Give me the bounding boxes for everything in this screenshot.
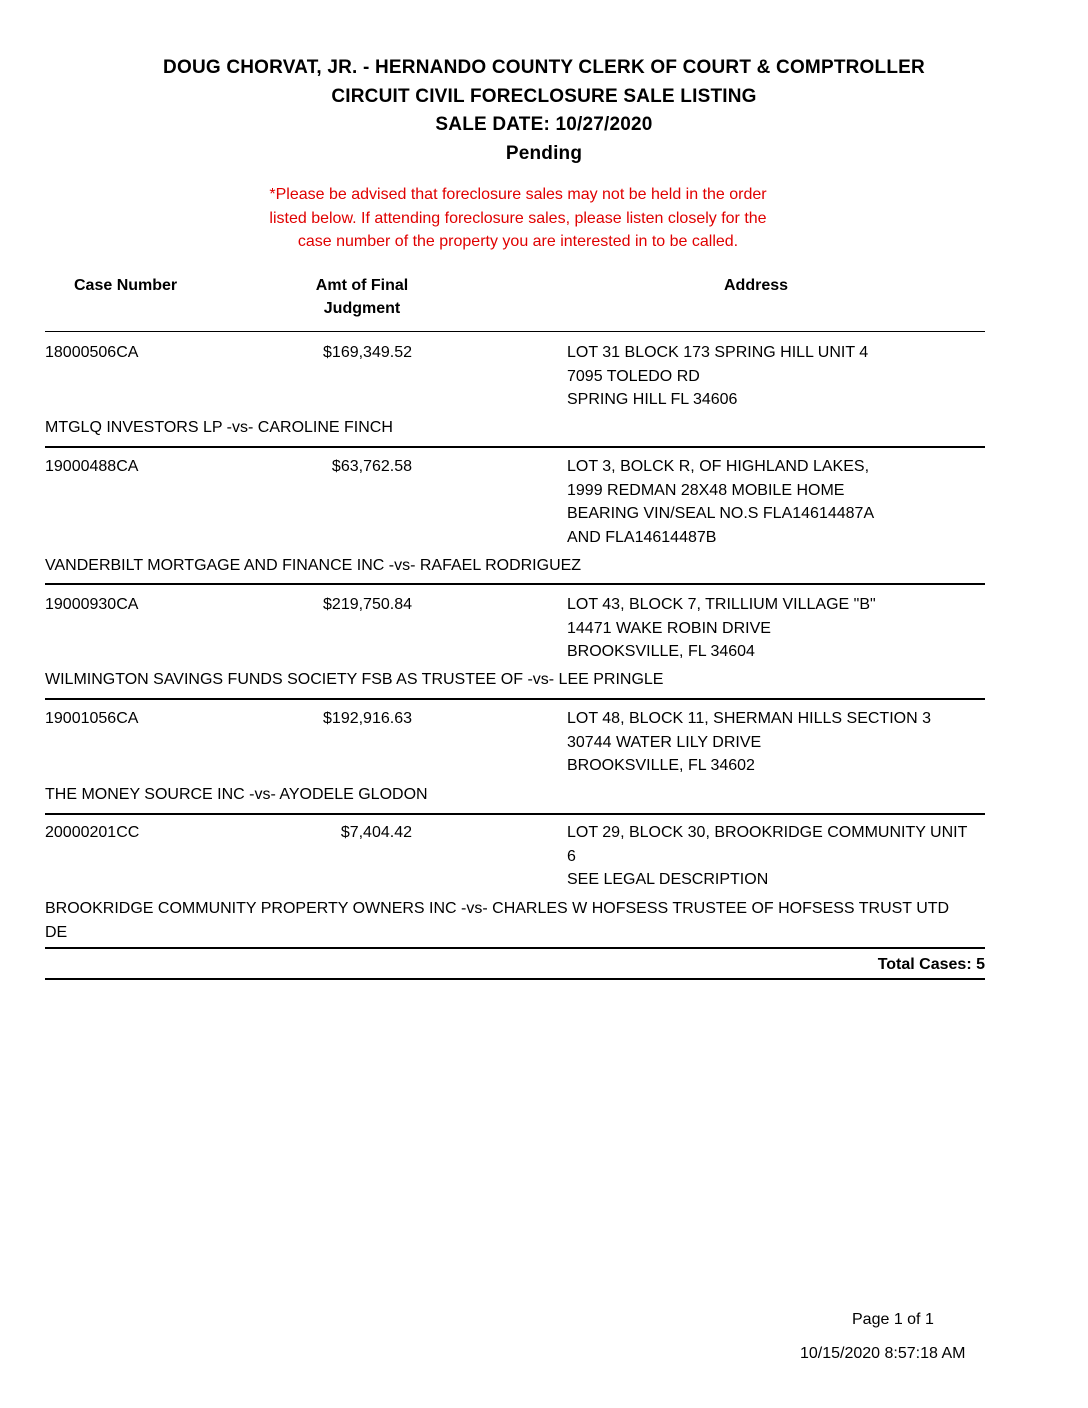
judgment-amount: $63,762.58: [331, 458, 412, 475]
parties-line: DE: [45, 923, 68, 941]
case-parties: VANDERBILT MORTGAGE AND FINANCE INC -vs- RAFAEL RODRIGUEZ: [45, 557, 582, 574]
address-line: LOT 43, BLOCK 7, TRILLIUM VILLAGE "B": [567, 596, 876, 613]
row-divider: [45, 947, 985, 949]
header-divider: [45, 331, 985, 332]
column-header-address: Address: [723, 277, 789, 294]
listing-title: CIRCUIT CIVIL FORECLOSURE SALE LISTING: [331, 85, 757, 107]
row-divider: [45, 583, 985, 585]
address-line: 7095 TOLEDO RD: [567, 367, 700, 385]
case-number: 19001056CA: [45, 710, 139, 727]
address-line: LOT 31 BLOCK 173 SPRING HILL UNIT 4: [567, 344, 869, 361]
notice-line: listed below. If attending foreclosure sales, please listen closely for the: [269, 209, 767, 227]
total-cases: [878, 953, 985, 976]
property-address: [567, 593, 876, 664]
total-divider: [45, 978, 985, 980]
row-divider: [45, 813, 985, 815]
sale-date: SALE DATE: 10/27/2020: [435, 114, 653, 135]
notice-line: *Please be advised that foreclosure sales may not be held in the order: [269, 186, 767, 203]
address-line: BROOKSVILLE, FL 34604: [567, 643, 755, 661]
advisory-notice: [0, 183, 1036, 254]
address-line: 30744 WATER LILY DRIVE: [567, 733, 762, 751]
judgment-amount: $7,404.42: [340, 824, 412, 841]
address-line: BEARING VIN/SEAL NO.S FLA14614487A: [567, 505, 875, 523]
case-parties: [45, 897, 965, 944]
property-address: [567, 341, 868, 412]
status-label: Pending: [505, 142, 583, 164]
row-divider: [45, 446, 985, 448]
address-line: AND FLA14614487B: [567, 529, 717, 547]
case-number: 20000201CC: [45, 824, 140, 841]
case-parties: MTGLQ INVESTORS LP -vs- CAROLINE FINCH: [45, 419, 393, 436]
page-number: Page 1 of 1: [852, 1311, 934, 1328]
column-header-amount: [262, 274, 462, 320]
address-line: 6: [567, 847, 576, 865]
clerk-title: DOUG CHORVAT, JR. - HERNANDO COUNTY CLERK OF COURT & COMPTROLLER: [163, 57, 925, 78]
total-cases-value: 5: [976, 956, 985, 973]
address-line: SPRING HILL FL 34606: [567, 391, 738, 409]
case-number: 19000930CA: [45, 596, 139, 613]
column-header-case-number: Case Number: [74, 277, 178, 294]
column-header-amount-line1: Amt of Final: [315, 277, 409, 294]
address-line: LOT 48, BLOCK 11, SHERMAN HILLS SECTION 3: [567, 710, 931, 727]
parties-line: BROOKRIDGE COMMUNITY PROPERTY OWNERS INC -vs- CHARLES W HOFSESS TRUSTEE OF HOFSESS TRUST UTD: [45, 900, 950, 917]
case-parties: THE MONEY SOURCE INC -vs- AYODELE GLODON: [45, 786, 428, 803]
total-cases-label: Total Cases:: [877, 956, 972, 973]
address-line: LOT 29, BLOCK 30, BROOKRIDGE COMMUNITY UNIT: [567, 824, 968, 841]
address-line: BROOKSVILLE, FL 34602: [567, 757, 755, 775]
property-address: [567, 707, 931, 778]
judgment-amount: $169,349.52: [323, 344, 412, 361]
row-divider: [45, 698, 985, 700]
address-line: LOT 3, BOLCK R, OF HIGHLAND LAKES,: [567, 458, 870, 475]
judgment-amount: $219,750.84: [323, 596, 412, 613]
case-number: 18000506CA: [45, 344, 139, 361]
address-line: 1999 REDMAN 28X48 MOBILE HOME: [567, 481, 845, 499]
judgment-amount: $192,916.63: [323, 710, 412, 727]
address-line: SEE LEGAL DESCRIPTION: [567, 871, 769, 889]
case-parties: WILMINGTON SAVINGS FUNDS SOCIETY FSB AS TRUSTEE OF -vs- LEE PRINGLE: [45, 671, 664, 688]
document-header: [0, 54, 1088, 168]
print-timestamp: 10/15/2020 8:57:18 AM: [800, 1345, 966, 1362]
case-number: 19000488CA: [45, 458, 139, 475]
property-address: [567, 455, 874, 550]
address-line: 14471 WAKE ROBIN DRIVE: [567, 619, 771, 637]
notice-line: case number of the property you are interested in to be called.: [297, 233, 739, 250]
property-address: [567, 821, 967, 892]
column-header-amount-line2: Judgment: [323, 300, 401, 317]
